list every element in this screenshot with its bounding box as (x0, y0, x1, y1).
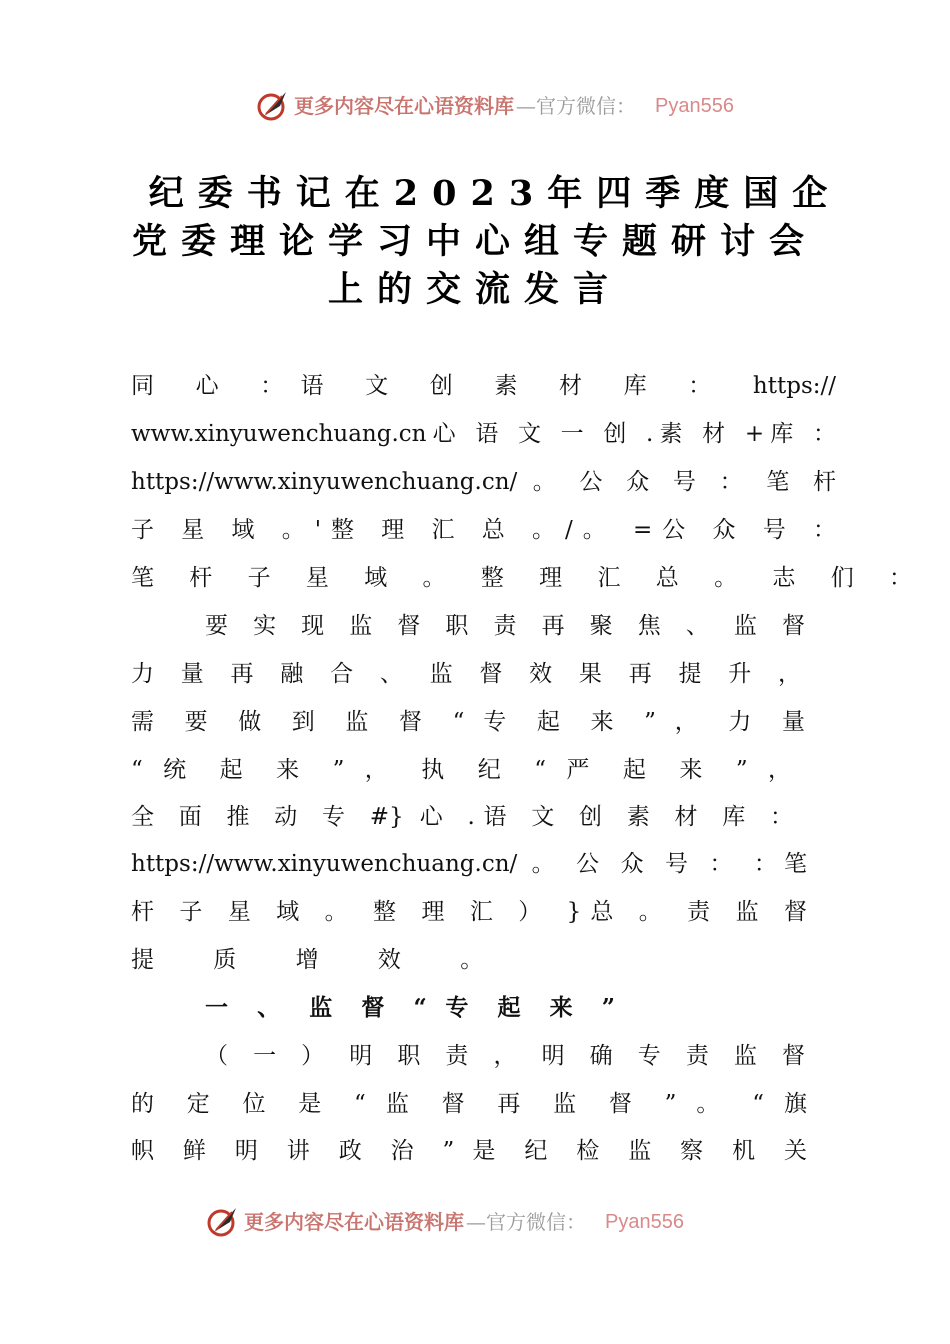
body-line: www.xinyuwenchuang.cn心 语 文 一 创 .素 材 +库 ： (131, 421, 836, 447)
quill-logo-icon (206, 1204, 240, 1238)
watermark-text: 更多内容尽在心语资料库 (244, 1210, 464, 1234)
paragraph-start-line: 要 实 现 监 督 职 责 再 聚 焦 、 监 督 (205, 613, 805, 639)
body-line: 同 心 ：语 文 创 素 材 库 ： https:// (131, 373, 836, 399)
body-line: 杆 子 星 域 。 整 理 汇 ） }总 。 责 监 督 (131, 899, 807, 925)
body-line: 提 质 增 效 。 (131, 947, 510, 973)
body-line: https://www.xinyuwenchuang.cn/ 。 公 众 号 ： ：笔 (131, 851, 807, 877)
body-line: 需 要 做 到 监 督 “ 专 起 来 ” ， 力 量 (131, 709, 805, 735)
watermark-wechat-id: Pyan556 (605, 1211, 684, 1233)
watermark-wechat-id: Pyan556 (655, 95, 734, 117)
quill-logo-icon (256, 88, 290, 122)
body-line: 笔 杆 子 星 域 。 整 理 汇 总 。 志 们 ： (131, 565, 927, 591)
watermark-text: 更多内容尽在心语资料库 (294, 94, 514, 118)
document-title-line-1: 纪委书记在2023年四季度国企 (148, 173, 842, 214)
body-line: https://www.xinyuwenchuang.cn/ 。 公 众 号 ： 笔 杆 (131, 469, 836, 495)
subsection-heading-line: （ 一 ） 明 职 责 ， 明 确 专 责 监 督 (205, 1043, 805, 1069)
body-line: 力 量 再 融 合 、 监 督 效 果 再 提 升 ， (131, 661, 801, 687)
body-line: 子 星 域 。'整 理 汇 总 。/。 =公 众 号 ： (131, 517, 836, 543)
body-line: 帜 鲜 明 讲 政 治 ” 是 纪 检 监 察 机 关 (131, 1138, 807, 1164)
document-title-line-2: 党委理论学习中心组专题研讨会 (131, 221, 818, 262)
document-title-line-3: 上的交流发言 (327, 269, 622, 310)
body-line: 的 定 位 是 “ 监 督 再 监 督 ” 。 “ 旗 (131, 1091, 807, 1117)
body-line: “ 统 起 来 ” ， 执 纪 “ 严 起 来 ” ， (131, 757, 791, 783)
section-heading: 一 、 监 督 “ 专 起 来 ” (205, 994, 615, 1021)
body-line: 全 面 推 动 专 #} 心 .语 文 创 素 材 库 ： (131, 804, 793, 830)
footer-watermark (0, 1202, 950, 1242)
watermark-dash-text: —官方微信： (466, 1210, 586, 1234)
header-watermark (0, 86, 950, 126)
watermark-dash-text: —官方微信： (516, 94, 636, 118)
